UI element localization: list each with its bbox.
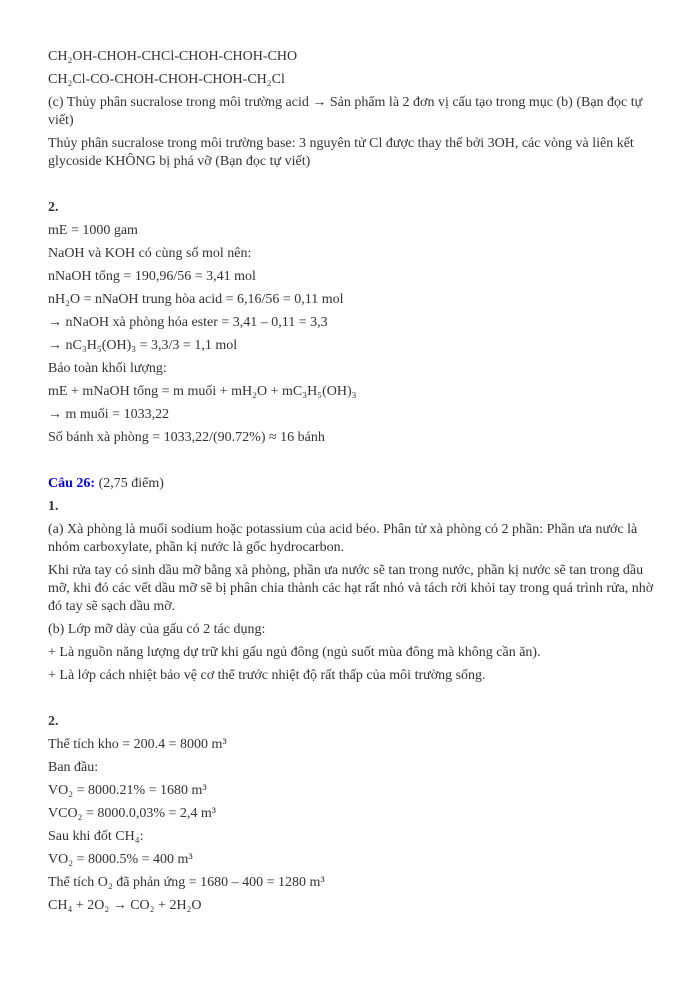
paragraph-bear-fat: (b) Lớp mỡ dày của gấu có 2 tác dụng:	[48, 622, 266, 637]
calc-line: nH₂O = nNaOH trung hòa acid = 6,16/56 = 0,11 mol	[48, 292, 344, 307]
calc-line: nNaOH tổng = 190,96/56 = 3,41 mol	[48, 269, 256, 284]
part2-heading: 2.	[48, 200, 59, 215]
question-26-label: Câu 26:	[48, 476, 96, 491]
calc-line: NaOH và KOH có cùng số mol nên:	[48, 246, 252, 261]
bullet-energy-reserve: + Là nguồn năng lượng dự trữ khi gấu ngủ đông (ngủ suốt mùa đông mà không cần ăn).	[48, 645, 541, 660]
blank-spacer	[48, 690, 658, 713]
formula-line: CH₂OH-CHOH-CHCl-CHOH-CHOH-CHO	[48, 49, 298, 64]
calc-line: → nC₃H₅(OH)₃ = 3,3/3 = 1,1 mol	[48, 338, 238, 353]
calc-line: Thể tích O₂ đã phản ứng = 1680 – 400 = 1280 m³	[48, 875, 325, 890]
q26-sub1-heading: 1.	[48, 499, 59, 514]
calc-line: mE + mNaOH tổng = m muối + mH₂O + mC₃H₅(OH)₃	[48, 384, 357, 399]
bullet-insulation: + Là lớp cách nhiệt bảo vệ cơ thể trước nhiệt độ rất thấp của môi trường sống.	[48, 668, 486, 683]
formula-line: CH₂Cl-CO-CHOH-CHOH-CHOH-CH₂Cl	[48, 72, 285, 87]
paragraph-washing-mechanism: Khi rửa tay có sinh dầu mỡ bằng xà phòng, phần ưa nước sẽ tan trong nước, phần kị nước sẽ tan trong dầu mỡ, khi đó các vết dầu mỡ sẽ bị phân chia thành các hạt rất nhỏ và tách rời khỏi tay trong quá trình rửa, nhờ đó tay sẽ sạch dầu mỡ.	[48, 563, 654, 614]
question-26-heading	[48, 475, 658, 493]
calc-line: Thể tích kho = 200.4 = 8000 m³	[48, 737, 227, 752]
calc-line: CH₄ + 2O₂ → CO₂ + 2H₂O	[48, 898, 202, 913]
calc-line: VO₂ = 8000.21% = 1680 m³	[48, 783, 207, 798]
blank-spacer	[48, 176, 658, 199]
paragraph-hydrolysis-base: Thủy phân sucralose trong môi trường base: 3 nguyên tử Cl được thay thế bởi 3OH, các vòng và liên kết glycoside KHÔNG bị phá vỡ (Bạn đọc tự viết)	[48, 136, 634, 169]
calc-line: VCO₂ = 8000.0,03% = 2,4 m³	[48, 806, 216, 821]
q26-sub2-heading: 2.	[48, 714, 59, 729]
calc-line: Sau khi đốt CH₄:	[48, 829, 144, 844]
calc-line: → nNaOH xà phòng hóa ester = 3,41 – 0,11 = 3,3	[48, 315, 328, 330]
calc-line: Số bánh xà phòng = 1033,22/(90.72%) ≈ 16 bánh	[48, 430, 325, 445]
calc-line: Bảo toàn khối lượng:	[48, 361, 167, 376]
calc-line: VO₂ = 8000.5% = 400 m³	[48, 852, 193, 867]
question-26-points: (2,75 điểm)	[95, 476, 164, 491]
calc-line: Ban đầu:	[48, 760, 99, 775]
calc-line: mE = 1000 gam	[48, 223, 138, 238]
paragraph-soap-definition: (a) Xà phòng là muối sodium hoặc potassium của acid béo. Phân tử xà phòng có 2 phần: Phần ưa nước là nhóm carboxylate, phần kị nước là gốc hydrocarbon.	[48, 522, 638, 555]
calc-line: → m muối = 1033,22	[48, 407, 170, 422]
blank-spacer	[48, 452, 658, 475]
paragraph-hydrolysis-acid: (c) Thủy phân sucralose trong môi trường acid → Sản phẩm là 2 đơn vị cấu tạo trong mục (b) (Bạn đọc tự viết)	[48, 95, 643, 128]
